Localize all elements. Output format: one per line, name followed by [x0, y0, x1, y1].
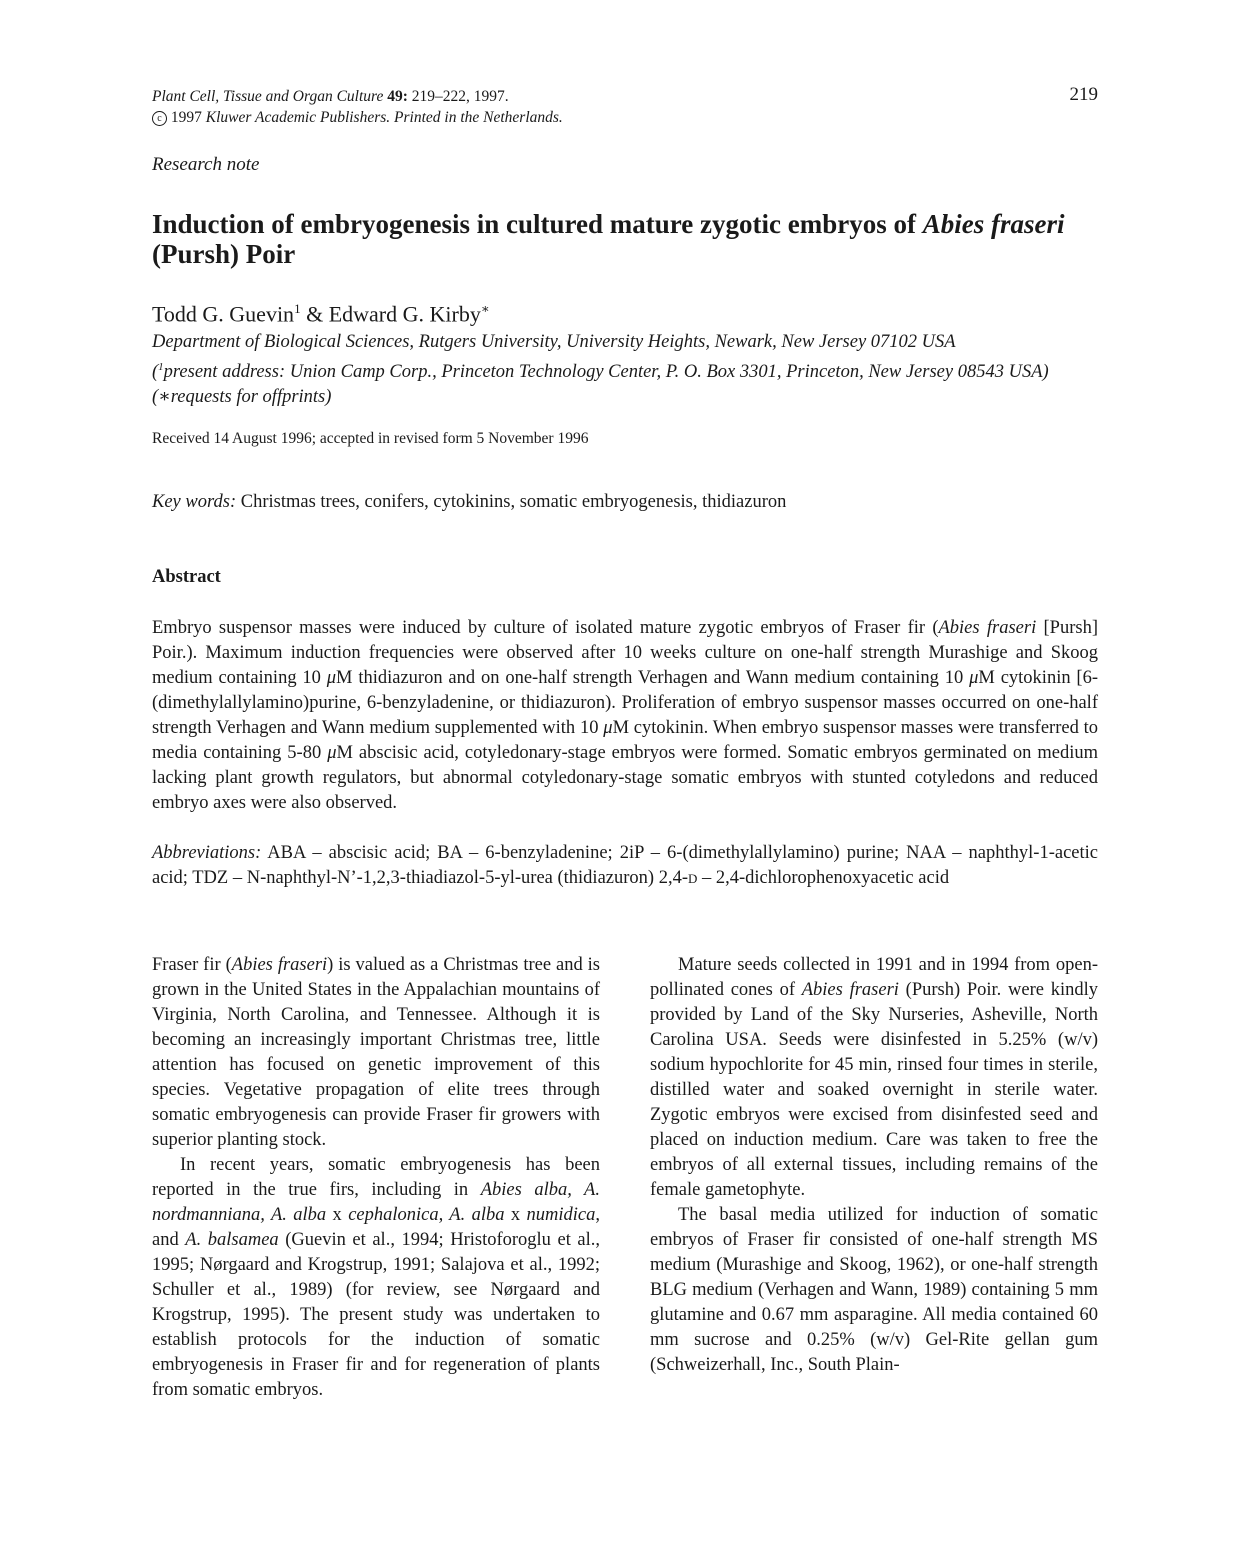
publisher-line: Kluwer Academic Publishers. Printed in the Netherlands. [205, 109, 563, 126]
body-column-left [152, 953, 600, 1403]
article-title: Induction of embryogenesis in cultured mature zygotic embryos of Abies fraseri (Pursh) Poir [152, 209, 1065, 269]
abbreviations: Abbreviations: ABA – abscisic acid; BA – 6-benzyladenine; 2iP – 6-(dimethylallylamino) purine; NAA – naphthyl-1-acetic acid; TDZ – N-naphthyl-N’-1,2,3-thiadiazol-5-yl-urea (thidiazuron) 2,4-d – 2,4-dichlorophenoxyacetic acid [152, 843, 1098, 888]
received-dates: Received 14 August 1996; accepted in revised form 5 November 1996 [152, 430, 589, 447]
body-column-right [650, 953, 1098, 1378]
body-paragraph: Mature seeds collected in 1991 and in 1994 from open-pollinated cones of Abies fraseri (Pursh) Poir. were kindly provided by Land of the Sky Nurseries, Asheville, North Carolina USA. Seeds were disinfested in 5.25% (w/v) sodium hypochlorite for 45 min, rinsed four times in sterile, distilled water and soaked overnight in sterile water. Zygotic embryos were excised from disinfested seed and placed on induction medium. Care was taken to free the embryos of all external tissues, including remains of the female gametophyte. [650, 955, 1099, 1200]
body-paragraph: The basal media utilized for induction of somatic embryos of Fraser fir consisted of one-half strength MS medium (Murashige and Skoog, 1962), or one-half strength BLG medium (Verhagen and Wann, 1989) containing 5 mm glutamine and 0.67 mm asparagine. All media contained 60 mm sucrose and 0.25% (w/v) Gel-Rite gellan gum (Schweizerhall, Inc., South Plain- [650, 1205, 1098, 1375]
body-paragraph: Fraser fir (Abies fraseri) is valued as a Christmas tree and is grown in the United States in the Appalachian mountains of Virginia, North Carolina, and Tennessee. Although it is becoming an increasingly important Christmas tree, little attention has focused on genetic improvement of this species. Vegetative propagation of elite trees through somatic embryogenesis can provide Fraser fir growers with superior planting stock. [152, 955, 600, 1150]
author-list: Todd G. Guevin$^1$ & Edward G. Kirby∗ [152, 301, 490, 327]
abstract-heading: Abstract [152, 567, 221, 587]
abstract-body: Embryo suspensor masses were induced by culture of isolated mature zygotic embryos of Fraser fir (Abies fraseri [Pursh] Poir.). Maximum induction frequencies were observed after 10 weeks culture on one-half strength Murashige and Skoog medium containing 10 μM thidiazuron and on one-half strength Verhagen and Wann medium containing 10 μM cytokinin [6-(dimethylallylamino)purine, 6-benzyladenine, or thidiazuron). Proliferation of embryo suspensor masses occurred on one-half strength Verhagen and Wann medium supplemented with 10 μM cytokinin. When embryo suspensor masses were transferred to media containing 5-80 μM abscisic acid, cotyledonary-stage embryos were formed. Somatic embryos germinated on medium lacking plant growth regulators, but abnormal cotyledonary-stage somatic embryos with stunted cotyledons and reduced embryo axes were also observed. [152, 618, 1098, 813]
present-address: present address: Union Camp Corp., Princeton Technology Center, P. O. Box 3301, Princeton, New Jersey 08543 USA) (∗requests for offprints) [152, 362, 1049, 408]
author-1-mark: 1 [294, 301, 301, 316]
author-2: Edward G. Kirby [328, 301, 481, 327]
keywords [152, 492, 786, 513]
abbreviations-label: Abbreviations: [152, 843, 262, 863]
affiliation: Department of Biological Sciences, Rutgers University, University Heights, Newark, New Jersey 07102 USA ($^1$present address: Union Camp Corp., Princeton Technology Center, P. O. Box 3301, Princeton, New Jersey 08543 USA) (∗requests for offprints) [152, 332, 1049, 408]
running-header [152, 86, 1098, 128]
journal-pages-year: 219–222, 1997. [407, 88, 509, 105]
body-paragraph: In recent years, somatic embryogenesis has been reported in the true firs, including in Abies alba, A. nordmanniana, A. alba x cephalonica, A. alba x numidica, and A. balsamea (Guevin et al., 1994; Hristoforoglu et al., 1995; Nørgaard and Krogstrup, 1991; Salajova et al., 1992; Schuller et al., 1989) (for review, see Nørgaard and Krogstrup, 1995). The present study was undertaken to establish protocols for the induction of somatic embryogenesis in Fraser fir and for regeneration of plants from somatic embryos. [152, 1155, 600, 1400]
keywords-label: Key words: [152, 492, 237, 512]
article-type: Research note [152, 154, 260, 175]
page-number: 219 [1069, 84, 1098, 105]
copyright-year: 1997 [167, 109, 206, 126]
copyright-icon: c [152, 111, 167, 126]
author-2-mark: ∗ [480, 301, 490, 316]
author-1: Todd G. Guevin [152, 301, 295, 327]
keywords-text: Christmas trees, conifers, cytokinins, somatic embryogenesis, thidiazuron [236, 492, 787, 512]
journal-name: Plant Cell, Tissue and Organ Culture [152, 88, 384, 105]
journal-volume: 49: [387, 88, 408, 105]
